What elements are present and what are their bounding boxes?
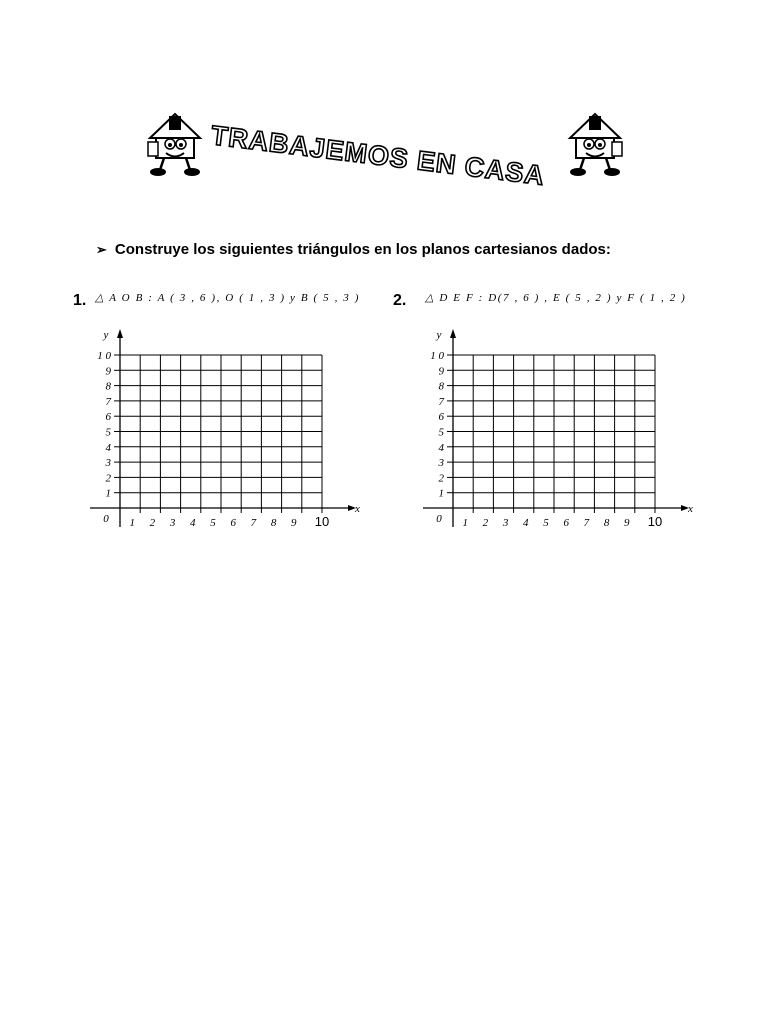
y-tick-label: 8 [438, 380, 444, 393]
y-tick-label: 7 [438, 395, 444, 408]
x-tick-label: 5 [210, 517, 216, 529]
cartesian-grid-1[interactable] [90, 325, 360, 535]
y-tick-label: 2 [438, 472, 444, 485]
y-tick-label: 1 [105, 487, 111, 500]
x-axis-label: x [688, 503, 693, 515]
x-tick-label: 2 [149, 517, 156, 529]
y-tick-label: 1 0 [430, 350, 444, 362]
y-tick-label: 3 [105, 457, 111, 470]
y-tick-label: 4 [105, 441, 111, 454]
y-axis-arrow-icon [450, 329, 456, 338]
x-tick-label: 1 [129, 517, 135, 529]
y-axis-arrow-icon [117, 329, 123, 338]
cartesian-grid-2[interactable] [423, 325, 693, 535]
y-tick-label: 6 [438, 411, 444, 424]
y-tick-label: 3 [438, 457, 444, 470]
origin-label: 0 [436, 513, 442, 525]
y-tick-label: 9 [438, 365, 444, 378]
origin-label: 0 [103, 513, 109, 525]
y-tick-label: 7 [105, 395, 111, 408]
x-tick-label: 3 [169, 517, 176, 529]
y-tick-label: 8 [105, 380, 111, 393]
x-tick-label: 9 [291, 517, 297, 529]
x-tick-label: 5 [543, 517, 549, 529]
x-tick-label: 2 [482, 517, 489, 529]
exercise-2-label: △ D E F : D(7 , 6 ) , E ( 5 , 2 ) y F ( 1 , 2 ) [425, 292, 687, 304]
y-tick-label: 4 [438, 441, 444, 454]
x-tick-label: 8 [270, 517, 277, 529]
instruction-line [96, 241, 611, 258]
house-mascot-icon [560, 108, 630, 178]
x-tick-label: 3 [502, 517, 509, 529]
x-axis-label: x [355, 503, 360, 515]
x-tick-label: 8 [603, 517, 610, 529]
house-mascot-icon [140, 108, 210, 178]
y-tick-label: 9 [105, 365, 111, 378]
y-axis-label: y [103, 329, 109, 341]
header-banner [140, 100, 630, 191]
x-tick-label: 6 [563, 517, 569, 529]
instruction-text: Construye los siguientes triángulos en los planos cartesianos dados: [114, 241, 611, 258]
x-tick-label: 7 [250, 517, 257, 529]
y-tick-label: 1 [438, 487, 444, 500]
cartesian-plane-2[interactable] [423, 325, 693, 535]
exercise-1-label: △ A O B : A ( 3 , 6 ), O ( 1 , 3 ) y B ( 5 , 3 ) [95, 292, 361, 304]
x-tick-label: 4 [523, 517, 529, 529]
y-tick-label: 2 [105, 472, 111, 485]
x-tick-label: 4 [190, 517, 196, 529]
banner-title: TRABAJEMOS EN CASA [209, 120, 547, 191]
y-tick-label: 5 [105, 426, 111, 439]
x-tick-label: 6 [230, 517, 236, 529]
exercise-2-number: 2. [393, 292, 407, 309]
x-tick-label: 1 [462, 517, 468, 529]
y-axis-label: y [436, 329, 442, 341]
arrow-bullet-icon: ➢ [96, 242, 107, 257]
exercise-1-number: 1. [73, 292, 87, 309]
x-tick-label: 10 [647, 514, 663, 529]
x-tick-label: 9 [624, 517, 630, 529]
y-tick-label: 5 [438, 426, 444, 439]
y-tick-label: 1 0 [97, 350, 111, 362]
y-tick-label: 6 [105, 411, 111, 424]
x-tick-label: 7 [583, 517, 590, 529]
x-tick-label: 10 [314, 514, 330, 529]
cartesian-plane-1[interactable] [90, 325, 360, 535]
